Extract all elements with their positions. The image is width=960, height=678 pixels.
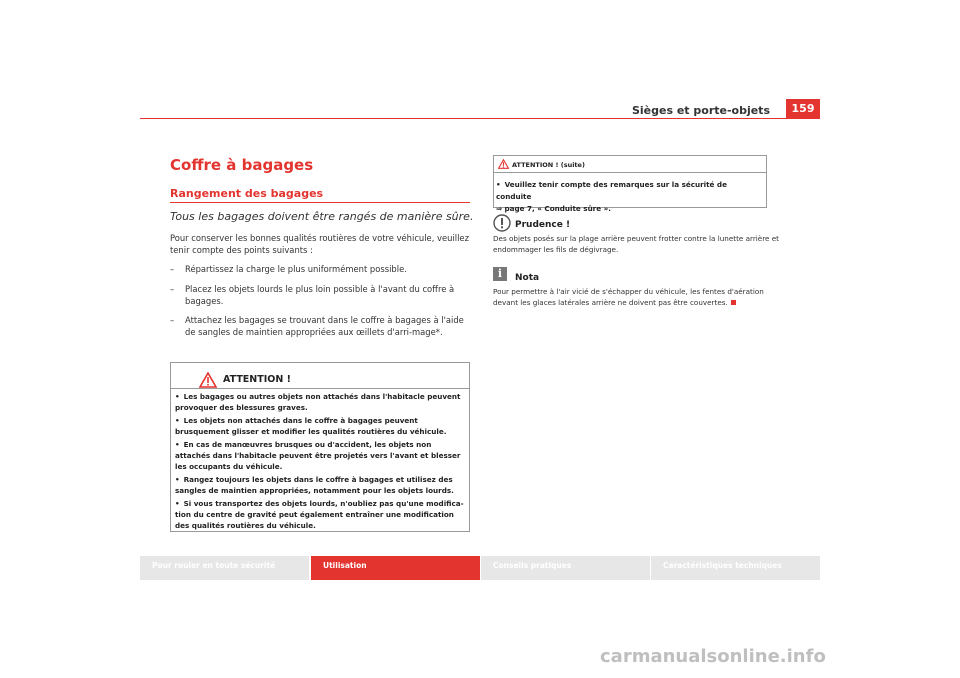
end-mark xyxy=(731,300,736,305)
warning-continued-text: • Veuillez tenir compte des remarques sur la sécurité de conduite ⇒ page 7, « Conduite sûre ». xyxy=(496,179,764,215)
list-item: – Attachez les bagages se trouvant dans le coffre à bagages à l'aide de sangles de maintien appropriées aux œillets d'arri-mage*. xyxy=(170,315,464,337)
warning-triangle-icon xyxy=(498,159,509,169)
list-item: – Placez les objets lourds le plus loin possible à l'avant du coffre à bagages. xyxy=(170,284,455,306)
chapter-title: Coffre à bagages xyxy=(170,156,314,174)
warning-bullet: • Les objets non attachés dans le coffre à bagages peuvent brusquement glisser et modifier les qualités routières du véhicule. xyxy=(175,416,447,436)
section-rule xyxy=(170,202,470,203)
warning-box xyxy=(170,362,470,532)
tab-conseils[interactable]: Conseils pratiques xyxy=(481,556,650,580)
caution-icon xyxy=(493,214,511,232)
note-title: Nota xyxy=(515,273,540,283)
warning-bullet: • Les bagages ou autres objets non attachés dans l'habitacle peuvent provoquer des blessures graves. xyxy=(175,392,461,412)
page-reference-link[interactable]: ⇒ page 7, « Conduite sûre ». xyxy=(496,204,611,213)
tab-securite[interactable]: Pour rouler en toute sécurité xyxy=(140,556,309,580)
section-title: Rangement des bagages xyxy=(170,187,324,200)
watermark[interactable]: carmanualsonline.info xyxy=(600,646,826,667)
warning-bullet: • En cas de manœuvres brusques ou d'accident, les objets non attachés dans l'habitacle peuvent être projetés vers l'avant et blesser les occupants du véhicule. xyxy=(175,440,461,471)
intro-paragraph: Pour conserver les bonnes qualités routières de votre véhicule, veuillez tenir compte des points suivants : xyxy=(170,233,469,255)
warning-triangle-icon xyxy=(199,372,217,388)
warning-bullet: • Si vous transportez des objets lourds, n'oubliez pas qu'une modifica-tion du centre de gravité peut également entraîner une modification des qualités routières du véhicule. xyxy=(175,499,464,530)
page-header-title: Sièges et porte-objets xyxy=(631,104,770,117)
warning-title: ATTENTION ! xyxy=(223,374,291,385)
caution-text: Des objets posés sur la plage arrière peuvent frotter contre la lunette arrière et endommager les fils de dégivrage. xyxy=(493,234,779,254)
warning-bullet: • Rangez toujours les objets dans le coffre à bagages et utilisez des sangles de maintien appropriées, notamment pour les objets lourds. xyxy=(175,475,454,495)
note-text: Pour permettre à l'air vicié de s'échapper du véhicule, les fentes d'aération devant les glaces latérales arrière ne doivent pas être couvertes. xyxy=(493,287,764,307)
header-rule xyxy=(140,118,820,119)
lead-sentence: Tous les bagages doivent être rangés de manière sûre. xyxy=(170,210,474,223)
tab-utilisation[interactable]: Utilisation xyxy=(311,556,480,580)
warning-continued-box xyxy=(493,155,767,213)
page-number: 159 xyxy=(786,99,820,118)
warning-continued-title: ATTENTION ! (suite) xyxy=(512,161,585,169)
warning-continued-rule xyxy=(494,172,766,173)
info-icon: i xyxy=(493,267,507,281)
caution-title: Prudence ! xyxy=(515,220,571,230)
list-item: – Répartissez la charge le plus uniformément possible. xyxy=(170,264,407,274)
tab-caracteristiques[interactable]: Caractéristiques techniques xyxy=(651,556,820,580)
warning-rule xyxy=(171,388,469,389)
